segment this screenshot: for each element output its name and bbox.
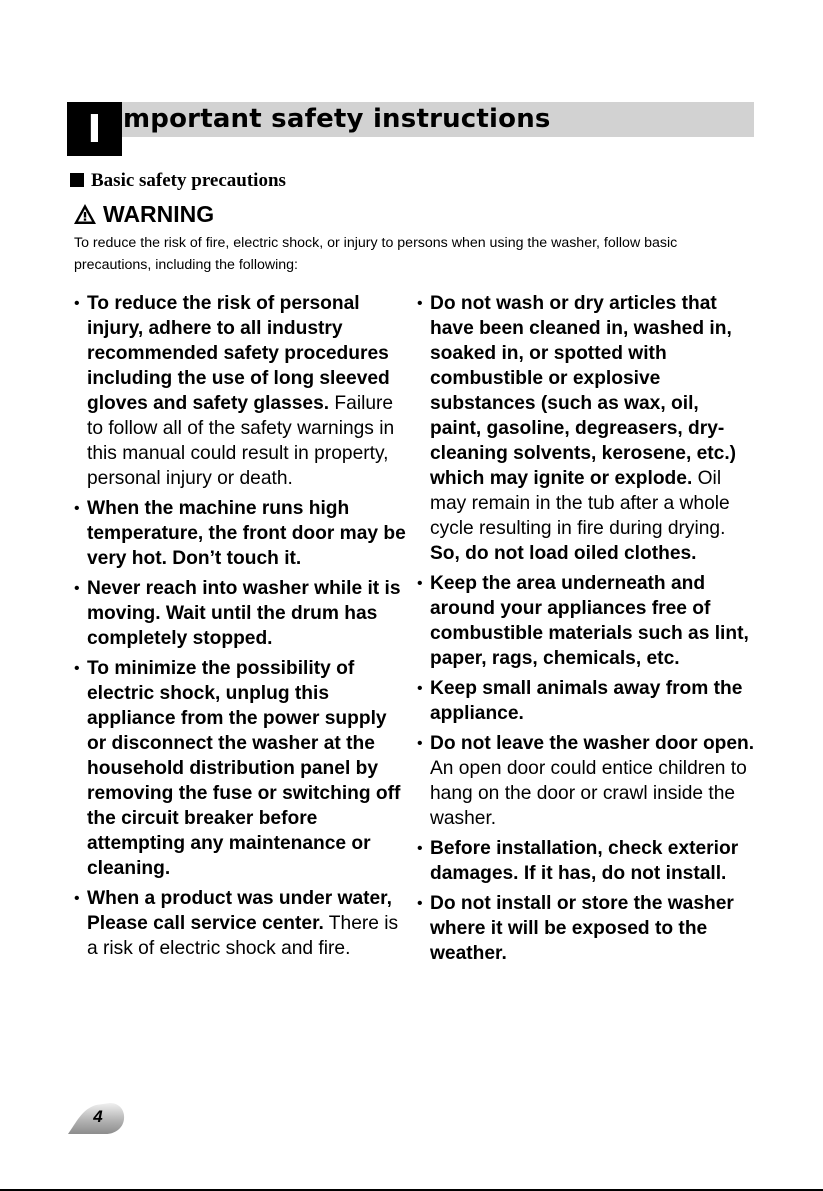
item-bold-text: Keep small animals away from the appliance. xyxy=(430,678,743,724)
section-heading xyxy=(70,167,286,195)
warning-heading xyxy=(73,198,214,230)
bullet: • xyxy=(74,660,80,677)
bullet: • xyxy=(417,680,423,697)
item-bold-text: Do not wash or dry articles that have been cleaned in, washed in, soaked in, or spotted with combustible or explosive substances (such as wax, oil, paint, gasoline, degreasers, dry-cleaning solvents, kerosene, etc.) which may ignite or explode. xyxy=(430,293,737,489)
bullet: • xyxy=(74,890,80,907)
list-item xyxy=(72,656,408,881)
bullet: • xyxy=(417,575,423,592)
list-item xyxy=(415,291,755,566)
item-bold-text: To minimize the possibility of electric shock, unplug this appliance from the power supply or disconnect the washer at the household distribution panel by removing the fuse or switching off the circuit breaker before attempting any maintenance or cleaning. xyxy=(87,658,401,879)
bullet: • xyxy=(74,500,80,517)
warning-label: WARNING xyxy=(103,201,215,227)
list-item xyxy=(72,496,408,571)
left-column xyxy=(72,291,408,966)
list-item xyxy=(72,291,408,491)
page-title: mportant safety instructions xyxy=(123,104,551,134)
item-bold-followup: So, do not load oiled clothes. xyxy=(430,543,697,564)
list-item xyxy=(72,576,408,651)
item-bold-text: When a product was under water, Please call service center. xyxy=(87,888,392,934)
list-item xyxy=(72,886,408,961)
bullet: • xyxy=(74,295,80,312)
list-item xyxy=(415,731,755,831)
item-bold-text: To reduce the risk of personal injury, adhere to all industry recommended safety procedures including the use of long sleeved gloves and safety glasses. xyxy=(87,293,390,414)
bullet: • xyxy=(417,295,423,312)
square-bullet-icon xyxy=(70,173,84,187)
item-bold-text: Keep the area underneath and around your appliances free of combustible materials such as lint, paper, rags, chemicals, etc. xyxy=(430,573,749,669)
item-bold-text: Do not leave the washer door open. xyxy=(430,733,755,754)
page-number: 4 xyxy=(93,1107,103,1126)
warning-triangle-icon xyxy=(73,203,97,225)
item-bold-text: Do not install or store the washer where it will be exposed to the weather. xyxy=(430,893,734,964)
section-heading-text: Basic safety precautions xyxy=(91,170,286,191)
right-column xyxy=(415,291,755,971)
item-normal-text: Oil may remain in the tub after a whole cycle resulting in fire during drying. xyxy=(430,468,730,539)
list-item xyxy=(415,571,755,671)
warning-intro: To reduce the risk of fire, electric shock, or injury to persons when using the washer, follow basic precautions, including the following: xyxy=(74,235,678,273)
bullet: • xyxy=(417,735,423,752)
item-normal-text: Failure to follow all of the safety warnings in this manual could result in property, personal injury or death. xyxy=(87,393,395,489)
bullet: • xyxy=(417,895,423,912)
item-bold-text: When the machine runs high temperature, the front door may be very hot. Don’t touch it. xyxy=(87,498,406,569)
item-bold-text: Never reach into washer while it is moving. Wait until the drum has completely stopped. xyxy=(87,578,401,649)
item-bold-text: Before installation, check exterior damages. If it has, do not install. xyxy=(430,838,739,884)
item-normal-text: An open door could entice children to hang on the door or crawl inside the washer. xyxy=(430,758,747,829)
item-normal-text: There is a risk of electric shock and fire. xyxy=(87,913,399,959)
list-item xyxy=(415,676,755,726)
bullet: • xyxy=(417,840,423,857)
list-item xyxy=(415,836,755,886)
bullet: • xyxy=(74,580,80,597)
title-initial: I xyxy=(87,107,102,151)
list-item xyxy=(415,891,755,966)
